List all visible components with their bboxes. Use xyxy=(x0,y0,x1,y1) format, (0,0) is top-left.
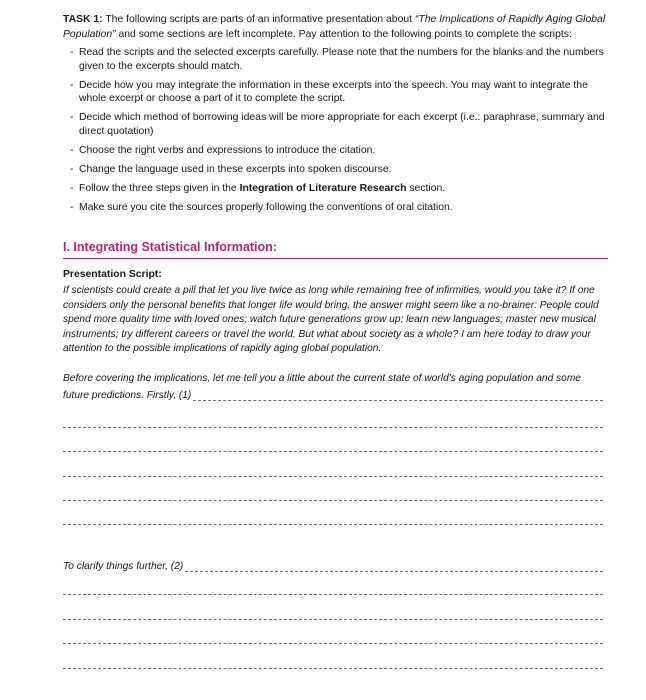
dash-bullet: - xyxy=(70,201,74,213)
answer-line[interactable] xyxy=(63,668,603,669)
blank1-lead-text: Before covering the implications, let me tell you a little about the current state of world’s aging population and some xyxy=(63,373,581,384)
answer-line[interactable] xyxy=(63,524,603,525)
script-paragraph: If scientists could create a pill that let you live twice as long while remaining free of infirmities, would you take it? If one considers only the personal benefits that longer life would bring, the answer might seem like a no-brainer: People could spend more quality time with loved ones; watch future generations grow up; learn new languages; master new musical instruments; try different careers or travel the world. But what about society as a whole? I am here today to draw your attention to the possible implications of rapidly aging global population. xyxy=(63,285,599,354)
instruction-item xyxy=(70,182,610,196)
instruction-list xyxy=(70,46,610,220)
instruction-item xyxy=(70,79,610,106)
instruction-text: Make sure you cite the sources properly following the conventions of oral citation. xyxy=(79,201,453,213)
instruction-item xyxy=(70,46,610,73)
answer-line[interactable] xyxy=(63,643,603,644)
dash-bullet: - xyxy=(70,182,74,194)
answer-line[interactable] xyxy=(63,451,603,452)
task-intro-after: and some sections are left incomplete. Pay attention to the following points to complete the scripts: xyxy=(115,29,572,40)
blank1-answer-line[interactable] xyxy=(193,400,603,401)
answer-line[interactable] xyxy=(63,427,603,428)
instruction-item xyxy=(70,163,610,177)
dash-bullet: - xyxy=(70,79,74,91)
task-instructions xyxy=(63,12,611,42)
blank2-row xyxy=(63,560,603,574)
instruction-text: Decide which method of borrowing ideas will be more appropriate for each excerpt (i.e.: paraphrase, summary and direct quotation) xyxy=(79,112,605,137)
answer-line[interactable] xyxy=(63,619,603,620)
answer-line[interactable] xyxy=(63,594,603,595)
section-heading: I. Integrating Statistical Information: xyxy=(63,240,608,259)
dash-bullet: - xyxy=(70,112,74,123)
answer-line[interactable] xyxy=(63,500,603,501)
answer-line[interactable] xyxy=(63,476,603,477)
section-reference: Integration of Literature Research xyxy=(239,182,407,194)
task-label: TASK 1: xyxy=(63,14,103,25)
dash-bullet: - xyxy=(70,47,74,58)
instruction-text: Change the language used in these excerpts into spoken discourse. xyxy=(79,163,392,175)
blank1-prompt: future predictions. Firstly, (1) xyxy=(63,390,192,401)
instruction-text: Decide how you may integrate the information in these excerpts into the speech. You may want to integrate the whole excerpt or choose a part of it to complete the script. xyxy=(79,79,588,104)
instruction-text: Follow the three steps given in the xyxy=(79,182,240,194)
dash-bullet: - xyxy=(70,144,74,156)
instruction-text: section. xyxy=(406,182,446,194)
instruction-item xyxy=(70,111,610,138)
blank2-answer-line[interactable] xyxy=(185,571,603,572)
script-label: Presentation Script: xyxy=(63,269,162,280)
task-intro-before: The following scripts are parts of an informative presentation about xyxy=(102,14,415,25)
dash-bullet: - xyxy=(70,163,74,175)
presentation-title: “The Implications of Rapidly Aging Global Population” xyxy=(63,14,606,40)
instruction-item xyxy=(70,144,610,158)
instruction-text: Choose the right verbs and expressions to introduce the citation. xyxy=(79,144,376,156)
instruction-item xyxy=(70,201,610,215)
blank2-prompt: To clarify things further, (2) xyxy=(63,561,184,572)
instruction-text: Read the scripts and the selected excerpts carefully. Please note that the numbers for the blanks and the numbers given to the excerpts should match. xyxy=(79,47,604,72)
blank1-row xyxy=(63,389,603,403)
